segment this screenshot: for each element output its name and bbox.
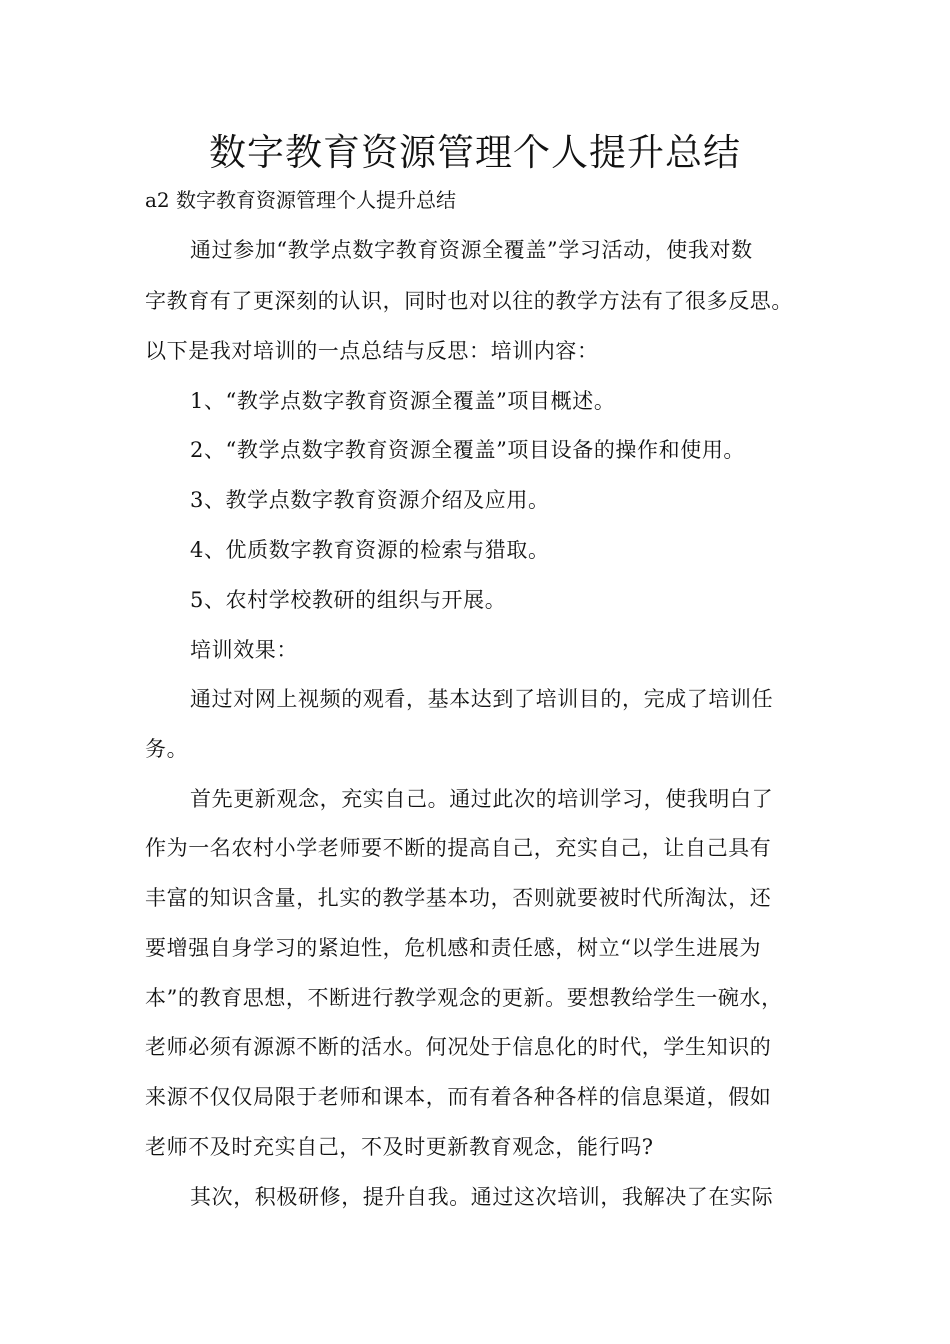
list-item: 1、“教学点数字教育资源全覆盖”项目概述。 <box>190 389 616 413</box>
body-line: 其次，积极研修，提升自我。通过这次培训，我解决了在实际 <box>190 1185 774 1209</box>
body-line: 老师必须有源源不断的活水。何况处于信息化的时代，学生知识的 <box>145 1035 772 1059</box>
list-item: 3、教学点数字教育资源介绍及应用。 <box>190 488 550 512</box>
section-label: 培训效果： <box>190 638 298 662</box>
body-line: 通过对网上视频的观看，基本达到了培训目的，完成了培训任 <box>190 687 774 711</box>
document-title: 数字教育资源管理个人提升总结 <box>209 131 741 174</box>
list-item: 4、优质数字教育资源的检索与猎取。 <box>190 538 550 562</box>
body-line: 要增强自身学习的紧迫性，危机感和责任感，树立“以学生进展为 <box>145 936 762 960</box>
list-item: 2、“教学点数字教育资源全覆盖”项目设备的操作和使用。 <box>190 438 746 462</box>
body-line: 以下是我对培训的一点总结与反思：培训内容： <box>145 339 599 363</box>
body-line: 丰富的知识含量，扎实的教学基本功，否则就要被时代所淘汰，还 <box>145 886 772 910</box>
body-line: 本”的教育思想，不断进行教学观念的更新。要想教给学生一碗水， <box>145 986 783 1010</box>
document-subtitle: a2 数字教育资源管理个人提升总结 <box>145 188 457 212</box>
body-line: 首先更新观念，充实自己。通过此次的培训学习，使我明白了 <box>190 787 774 811</box>
body-line: 通过参加“教学点数字教育资源全覆盖”学习活动，使我对数 <box>190 238 753 262</box>
body-line: 字教育有了更深刻的认识，同时也对以往的教学方法有了很多反思。 <box>145 289 793 313</box>
body-line: 作为一名农村小学老师要不断的提高自己，充实自己，让自己具有 <box>145 836 772 860</box>
body-line: 务。 <box>145 737 189 761</box>
list-item: 5、农村学校教研的组织与开展。 <box>190 588 507 612</box>
body-line: 来源不仅仅局限于老师和课本，而有着各种各样的信息渠道，假如 <box>145 1085 772 1109</box>
body-line: 老师不及时充实自己，不及时更新教育观念，能行吗? <box>145 1135 654 1159</box>
